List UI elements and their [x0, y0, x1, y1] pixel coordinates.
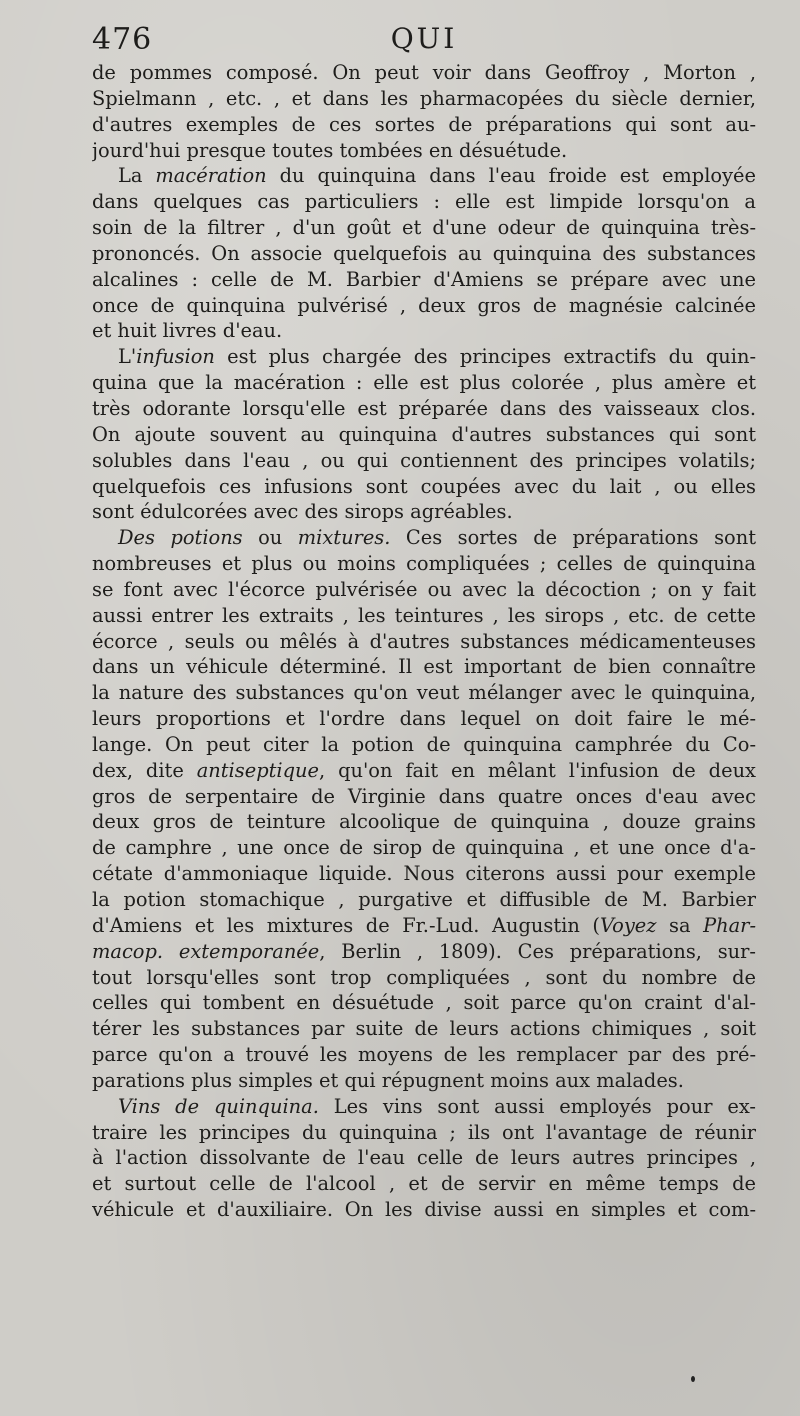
italic-text: Voyez: [599, 913, 657, 937]
text-segment: ou: [242, 526, 298, 550]
text-line: [92, 732, 756, 758]
text-segment: et surtout celle de l'alcool , et de servir en même temps de: [92, 1172, 756, 1196]
text-line: [92, 706, 756, 732]
text-segment: Spielmann , etc. , et dans les pharmacopées du siècle dernier,: [92, 86, 756, 110]
text-line: [92, 1145, 756, 1171]
text-segment: écorce , seuls ou mêlés à d'autres substances médicamenteuses: [92, 629, 756, 653]
text-line: [92, 318, 756, 344]
text-segment: parce qu'on a trouvé les moyens de les remplacer par des pré-: [92, 1043, 756, 1067]
body-text: [92, 60, 756, 1223]
text-segment: du quinquina dans l'eau froide est employée: [266, 164, 756, 188]
page-number: 476: [92, 22, 153, 57]
text-line: [92, 189, 756, 215]
text-segment: once de quinquina pulvérisé , deux gros de magnésie calcinée: [92, 293, 756, 317]
text-line: [92, 525, 756, 551]
text-segment: tout lorsqu'elles sont trop compliquées , sont du nombre de: [92, 965, 756, 989]
text-segment: très odorante lorsqu'elle est préparée dans des vaisseaux clos.: [92, 396, 756, 420]
text-line: [92, 112, 756, 138]
text-segment: , qu'on fait en mêlant l'infusion de deux: [318, 758, 756, 782]
text-line: [92, 293, 756, 319]
text-line: [92, 1171, 756, 1197]
text-segment: quina que la macération : elle est plus colorée , plus amère et: [92, 371, 756, 395]
text-segment: de camphre , une once de sirop de quinquina , et une once d'a-: [92, 836, 756, 860]
text-segment: gros de serpentaire de Virginie dans quatre onces d'eau avec: [92, 784, 756, 808]
text-segment: L': [118, 345, 137, 369]
text-line: [92, 138, 756, 164]
text-segment: alcalines : celle de M. Barbier d'Amiens se prépare avec une: [92, 267, 756, 291]
text-segment: et huit livres d'eau.: [92, 319, 283, 343]
text-segment: aussi entrer les extraits , les teintures , les sirops , etc. de cette: [92, 603, 756, 627]
text-segment: sont édulcorées avec des sirops agréables.: [92, 500, 513, 524]
text-line: [92, 422, 756, 448]
text-segment: à l'action dissolvante de l'eau celle de leurs autres principes ,: [92, 1146, 756, 1170]
text-segment: dans quelques cas particuliers : elle est limpide lorsqu'on a: [92, 190, 756, 214]
running-head: QUI: [390, 22, 458, 55]
text-segment: , Berlin , 1809). Ces préparations, sur-: [319, 939, 756, 963]
text-segment: dans un véhicule déterminé. Il est important de bien connaître: [92, 655, 756, 679]
text-segment: cétate d'ammoniaque liquide. Nous citerons aussi pour exemple: [92, 862, 756, 886]
text-line: [92, 499, 756, 525]
text-segment: celles qui tombent en désuétude , soit parce qu'on craint d'al-: [92, 991, 756, 1015]
text-segment: On ajoute souvent au quinquina d'autres substances qui sont: [92, 422, 756, 446]
text-segment: nombreuses et plus ou moins compliquées ; celles de quinquina: [92, 552, 756, 576]
text-segment: quelquefois ces infusions sont coupées avec du lait , ou elles: [92, 474, 756, 498]
text-segment: La: [118, 164, 156, 188]
text-segment: véhicule et d'auxiliaire. On les divise aussi en simples et com-: [92, 1198, 756, 1222]
text-line: [92, 344, 756, 370]
text-line: [92, 448, 756, 474]
italic-text: Phar-: [703, 913, 756, 937]
italic-text: macop. extemporanée: [92, 939, 320, 963]
text-line: [92, 654, 756, 680]
text-line: [92, 60, 756, 86]
text-segment: de pommes composé. On peut voir dans Geoffroy , Morton ,: [92, 61, 756, 84]
text-segment: la potion stomachique , purgative et diffusible de M. Barbier: [92, 888, 756, 911]
text-segment: la nature des substances qu'on veut mélanger avec le quinquina,: [92, 681, 756, 705]
text-line: [92, 603, 756, 629]
italic-text: infusion: [136, 345, 215, 369]
text-segment: Les vins sont aussi employés pour ex-: [318, 1094, 756, 1118]
text-line: [92, 370, 756, 396]
italic-text: mixtures.: [297, 526, 391, 550]
text-line: [92, 1068, 756, 1094]
text-line: [92, 1042, 756, 1068]
text-segment: lange. On peut citer la potion de quinquina camphrée du Co-: [92, 732, 756, 756]
text-segment: d'autres exemples de ces sortes de préparations qui sont au-: [92, 112, 756, 136]
text-segment: traire les principes du quinquina ; ils ont l'avantage de réunir: [92, 1120, 756, 1144]
text-line: [92, 474, 756, 500]
text-line: [92, 86, 756, 112]
page-header: [92, 22, 756, 62]
text-segment: leurs proportions et l'ordre dans lequel on doit faire le mé-: [92, 707, 756, 731]
text-line: [92, 1094, 756, 1120]
text-line: [92, 396, 756, 422]
text-line: [92, 551, 756, 577]
text-segment: sa: [656, 913, 704, 937]
text-segment: soin de la filtrer , d'un goût et d'une odeur de quinquina très-: [92, 216, 756, 240]
italic-text: Vins de quinquina.: [118, 1094, 319, 1118]
text-line: [92, 758, 756, 784]
text-line: [92, 990, 756, 1016]
text-line: [92, 784, 756, 810]
text-segment: parations plus simples et qui répugnent moins aux malades.: [92, 1068, 684, 1092]
text-line: [92, 1197, 756, 1223]
text-segment: dex, dite: [92, 758, 197, 782]
text-line: [92, 163, 756, 189]
text-line: [92, 861, 756, 887]
text-segment: est plus chargée des principes extractifs du quin-: [214, 345, 756, 369]
text-line: [92, 809, 756, 835]
text-line: [92, 629, 756, 655]
text-line: [92, 267, 756, 293]
text-line: [92, 577, 756, 603]
text-line: [92, 965, 756, 991]
text-line: [92, 887, 756, 913]
text-line: [92, 241, 756, 267]
text-line: [92, 913, 756, 939]
text-segment: d'Amiens et les mixtures de Fr.-Lud. Augustin (: [92, 913, 600, 937]
text-line: [92, 835, 756, 861]
text-line: [92, 1016, 756, 1042]
text-line: [92, 215, 756, 241]
text-line: [92, 939, 756, 965]
text-line: [92, 1120, 756, 1146]
text-segment: se font avec l'écorce pulvérisée ou avec la décoction ; on y fait: [92, 577, 756, 601]
italic-text: macération: [155, 164, 267, 188]
text-segment: deux gros de teinture alcoolique de quinquina , douze grains: [92, 810, 756, 834]
text-segment: jourd'hui presque toutes tombées en désuétude.: [92, 138, 568, 162]
italic-text: antiseptique: [196, 758, 319, 782]
text-segment: Ces sortes de préparations sont: [390, 526, 756, 550]
italic-text: Des potions: [118, 526, 243, 550]
ink-speck: [691, 1376, 695, 1382]
text-segment: solubles dans l'eau , ou qui contiennent des principes volatils;: [92, 448, 756, 472]
text-segment: prononcés. On associe quelquefois au quinquina des substances: [92, 241, 756, 265]
text-line: [92, 680, 756, 706]
text-segment: térer les substances par suite de leurs actions chimiques , soit: [92, 1017, 756, 1041]
